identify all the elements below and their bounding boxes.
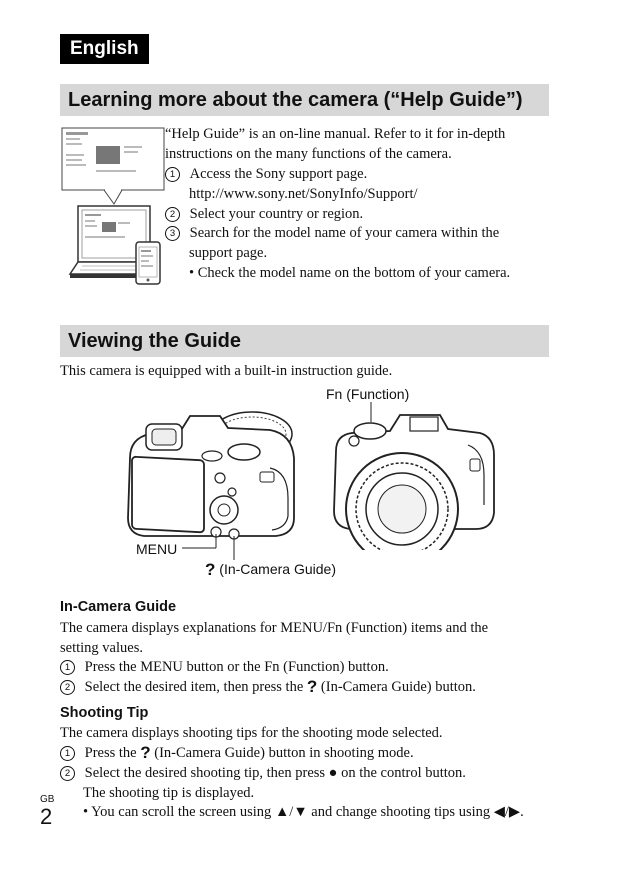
step-text: Select the desired shooting tip, then press — [84, 765, 326, 781]
step-number: 1 — [60, 660, 75, 675]
step-number: 3 — [165, 226, 180, 241]
page-number: 2 — [40, 804, 53, 829]
step-number: 2 — [60, 680, 75, 695]
menu-label: MENU — [136, 541, 178, 557]
section-title-viewing-guide: Viewing the Guide — [60, 325, 549, 357]
in-camera-guide-line1: The camera displays explanations for MENU/Fn (Function) items and the — [60, 620, 489, 636]
shooting-tip-bullet — [83, 802, 524, 822]
shooting-tip-step-2-cont: The shooting tip is displayed. — [83, 785, 255, 801]
help-guide-devices-illustration — [60, 124, 170, 294]
in-camera-guide-step-2 — [60, 677, 476, 697]
step-text: Access the Sony support page. — [189, 166, 368, 182]
in-camera-guide-heading: In-Camera Guide — [60, 599, 177, 615]
control-button-center-icon: ● — [328, 765, 338, 781]
step-text: Select the desired item, then press the — [84, 679, 304, 695]
up-down-arrows-icon: ▲/▼ — [274, 804, 308, 820]
in-camera-guide-line2: setting values. — [60, 640, 143, 656]
step-text: Press the — [84, 745, 137, 761]
help-guide-step-3 — [165, 223, 499, 243]
shooting-tip-heading: Shooting Tip — [60, 705, 149, 721]
section-title-help-guide: Learning more about the camera (“Help Guide”) — [60, 84, 549, 116]
step-text-cont: (In-Camera Guide) button. — [320, 679, 476, 695]
help-guide-intro-line1: “Help Guide” is an on-line manual. Refer to it for in-depth — [165, 126, 506, 142]
step-number: 2 — [165, 207, 180, 222]
camera-front-illustration — [330, 405, 500, 550]
step-text: Press the MENU button or the Fn (Function) button. — [84, 659, 389, 675]
help-guide-step-2 — [165, 204, 363, 224]
in-camera-guide-icon: ? — [140, 743, 151, 762]
shooting-tip-line1: The camera displays shooting tips for the shooting mode selected. — [60, 725, 443, 741]
shooting-tip-step-2 — [60, 763, 466, 783]
bullet-text: • You can scroll the screen using — [83, 804, 272, 820]
help-guide-step-3-cont: support page. — [189, 245, 268, 261]
bullet-period: . — [520, 804, 524, 820]
step-text: Search for the model name of your camera within the — [189, 225, 500, 241]
region-code: GB — [40, 794, 55, 805]
help-guide-intro-line2: instructions on the many functions of the camera. — [165, 146, 452, 162]
camera-back-illustration — [120, 398, 310, 548]
step-text-cont: (In-Camera Guide) button in shooting mode. — [154, 745, 414, 761]
step-text: Select your country or region. — [189, 206, 364, 222]
in-camera-guide-label-text: (In-Camera Guide) — [219, 561, 336, 577]
help-guide-bullet: • Check the model name on the bottom of your camera. — [189, 265, 511, 281]
in-camera-guide-label — [205, 560, 336, 578]
bullet-text-cont: and change shooting tips using — [311, 804, 491, 820]
in-camera-guide-step-1 — [60, 657, 389, 677]
language-badge: English — [60, 34, 149, 64]
help-guide-step-1 — [165, 164, 367, 184]
step-text-cont: on the control button. — [341, 765, 466, 781]
fn-function-label: Fn (Function) — [326, 386, 410, 402]
step-number: 1 — [165, 167, 180, 182]
shooting-tip-step-1 — [60, 743, 414, 763]
viewing-guide-intro: This camera is equipped with a built-in instruction guide. — [60, 363, 393, 379]
in-camera-guide-icon: ? — [205, 560, 216, 579]
sony-support-url[interactable]: http://www.sony.net/SonyInfo/Support/ — [189, 186, 418, 202]
step-number: 1 — [60, 746, 75, 761]
left-right-arrows-icon: ◀/▶ — [493, 804, 521, 820]
step-number: 2 — [60, 766, 75, 781]
in-camera-guide-icon: ? — [306, 677, 318, 696]
